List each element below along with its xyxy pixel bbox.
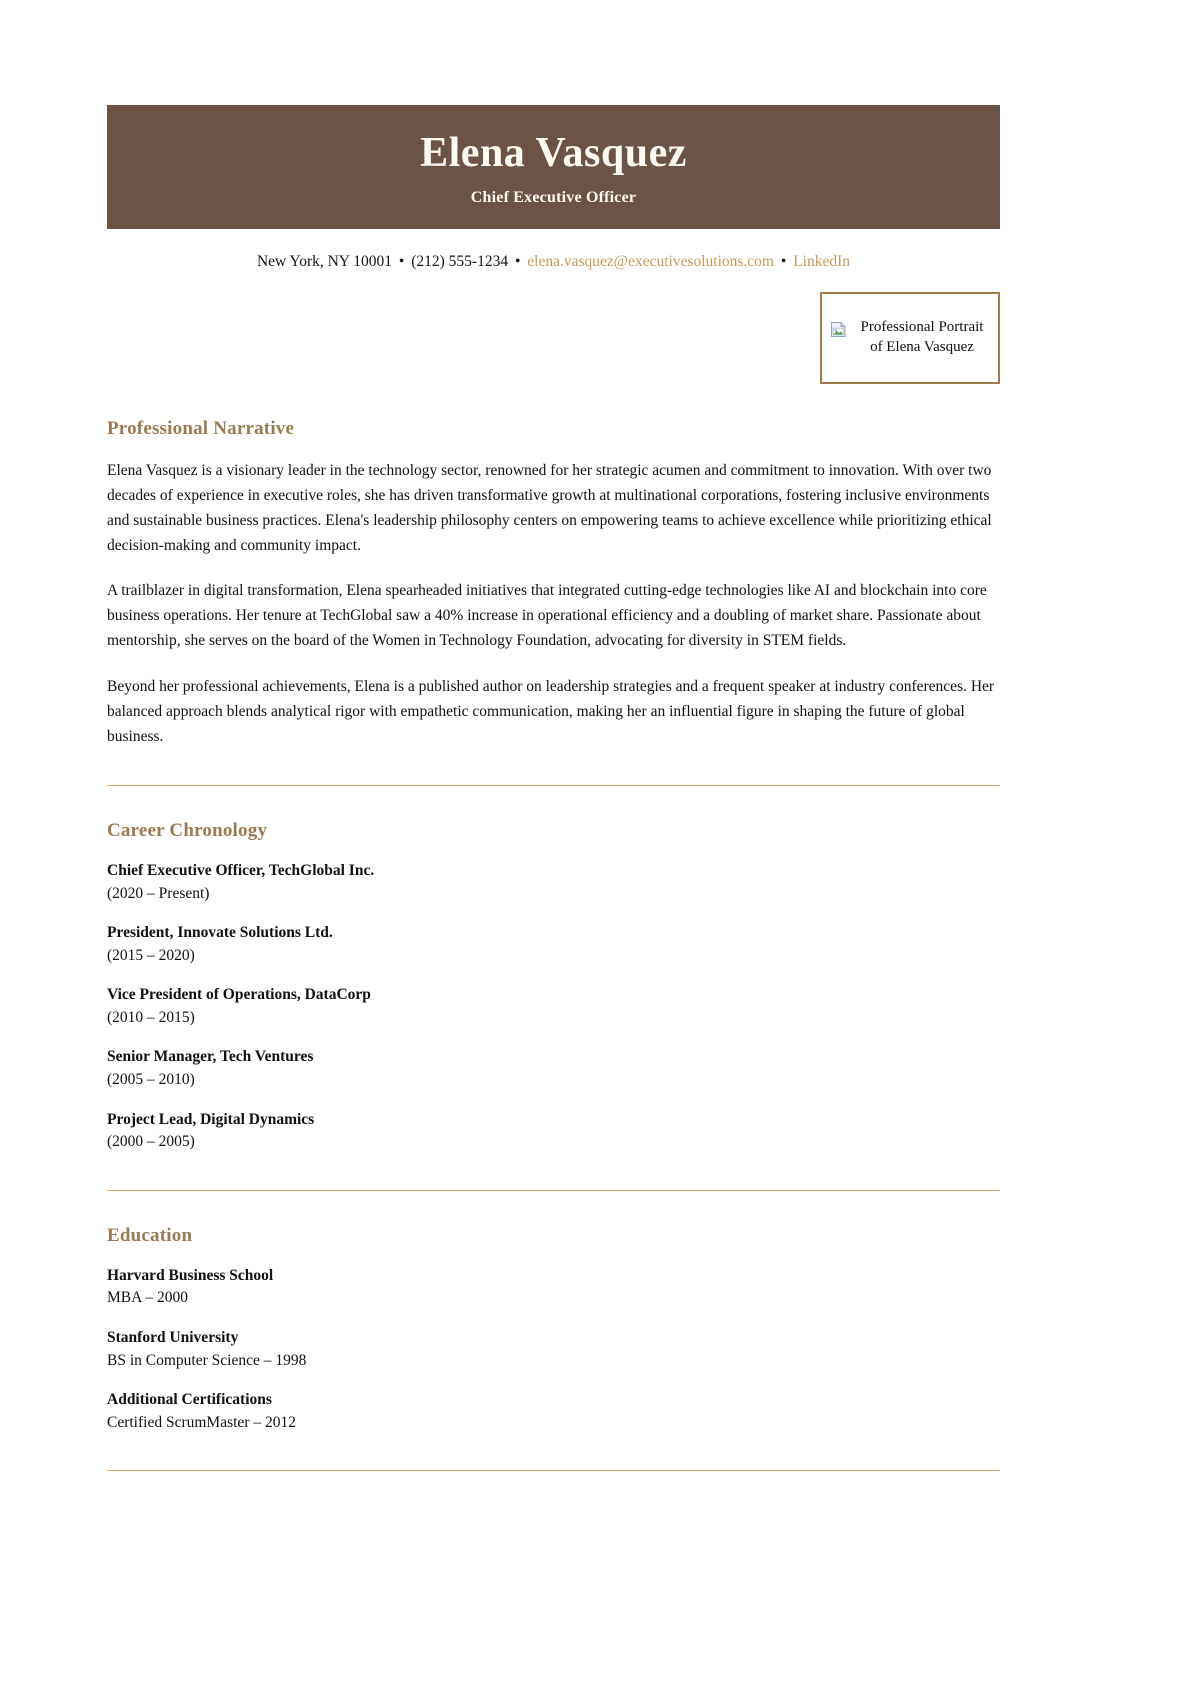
career-entry <box>107 1109 1000 1154</box>
section-professional-narrative <box>107 418 1000 749</box>
section-career-chronology <box>107 820 1000 1154</box>
portrait-alt-text: Professional Portrait of Elena Vasquez <box>860 318 984 355</box>
career-entry-dates: (2015 – 2020) <box>107 946 195 964</box>
education-entry-title: Harvard Business School <box>107 1266 274 1284</box>
career-entry-title: Senior Manager, Tech Ventures <box>107 1048 314 1066</box>
education-entry-detail: MBA – 2000 <box>107 1289 188 1307</box>
career-entry-dates: (2000 – 2005) <box>107 1133 195 1151</box>
section-heading-narrative: Professional Narrative <box>107 417 295 439</box>
contact-email-link[interactable]: elena.vasquez@executivesolutions.com <box>527 253 774 271</box>
contact-linkedin-link[interactable]: LinkedIn <box>793 253 851 271</box>
career-entry-title: President, Innovate Solutions Ltd. <box>107 924 333 942</box>
job-title-subtitle: Chief Executive Officer <box>470 189 637 207</box>
education-entry <box>107 1389 1000 1434</box>
section-education <box>107 1225 1000 1434</box>
career-entry-title: Chief Executive Officer, TechGlobal Inc. <box>107 861 375 879</box>
section-heading-education: Education <box>107 1224 193 1246</box>
education-entry-title: Additional Certifications <box>107 1390 272 1408</box>
narrative-paragraph: Beyond her professional achievements, Elena is a published author on leadership strategies and a frequent speaker at industry conferences. Her balanced approach blends analytical rigor with empathetic communication, making her an influential figure in shaping the future of global business. <box>107 677 995 745</box>
resume-header-banner <box>107 105 1000 229</box>
education-entry-detail: BS in Computer Science – 1998 <box>107 1351 307 1369</box>
portrait-row <box>107 292 1000 384</box>
career-entry <box>107 984 1000 1029</box>
career-entry-title: Project Lead, Digital Dynamics <box>107 1110 315 1128</box>
section-divider <box>107 785 1000 786</box>
broken-image-placeholder <box>830 318 990 358</box>
career-entry-title: Vice President of Operations, DataCorp <box>107 986 371 1004</box>
narrative-paragraph: Elena Vasquez is a visionary leader in the technology sector, renowned for her strategic acumen and commitment to innovation. With over two decades of experience in executive roles, she has driven transformative growth at multinational corporations, fostering inclusive environments and sustainable business practices. Elena's leadership philosophy centers on empowering teams to achieve excellence while prioritizing ethical decision-making and community impact. <box>107 461 992 555</box>
career-entry <box>107 1046 1000 1091</box>
narrative-paragraph: A trailblazer in digital transformation, Elena spearheaded initiatives that integrated cutting-edge technologies like AI and blockchain into core business operations. Her tenure at TechGlobal saw a 40% increase in operational efficiency and a doubling of market share. Passionate about mentorship, she serves on the board of the Women in Technology Foundation, advocating for diversity in STEM fields. <box>107 582 987 650</box>
career-entry-dates: (2020 – Present) <box>107 884 210 902</box>
broken-image-icon <box>830 321 847 338</box>
page-title: Elena Vasquez <box>420 130 687 176</box>
contact-location: New York, NY 10001 <box>256 253 393 271</box>
contact-separator: • <box>398 253 405 271</box>
contact-phone: (212) 555-1234 <box>411 253 509 271</box>
career-entry <box>107 922 1000 967</box>
career-entry-dates: (2010 – 2015) <box>107 1008 195 1026</box>
contact-separator: • <box>780 253 787 271</box>
career-entry <box>107 860 1000 905</box>
resume-content <box>107 105 1000 1471</box>
section-divider <box>107 1470 1000 1471</box>
section-divider <box>107 1190 1000 1191</box>
education-entry <box>107 1265 1000 1310</box>
portrait-frame <box>820 292 1000 384</box>
career-entry-dates: (2005 – 2010) <box>107 1071 195 1089</box>
contact-line <box>107 229 1000 273</box>
contact-separator: • <box>514 253 521 271</box>
education-entry-detail: Certified ScrumMaster – 2012 <box>107 1413 296 1431</box>
section-heading-career: Career Chronology <box>107 819 268 841</box>
education-entry <box>107 1327 1000 1372</box>
education-entry-title: Stanford University <box>107 1328 239 1346</box>
